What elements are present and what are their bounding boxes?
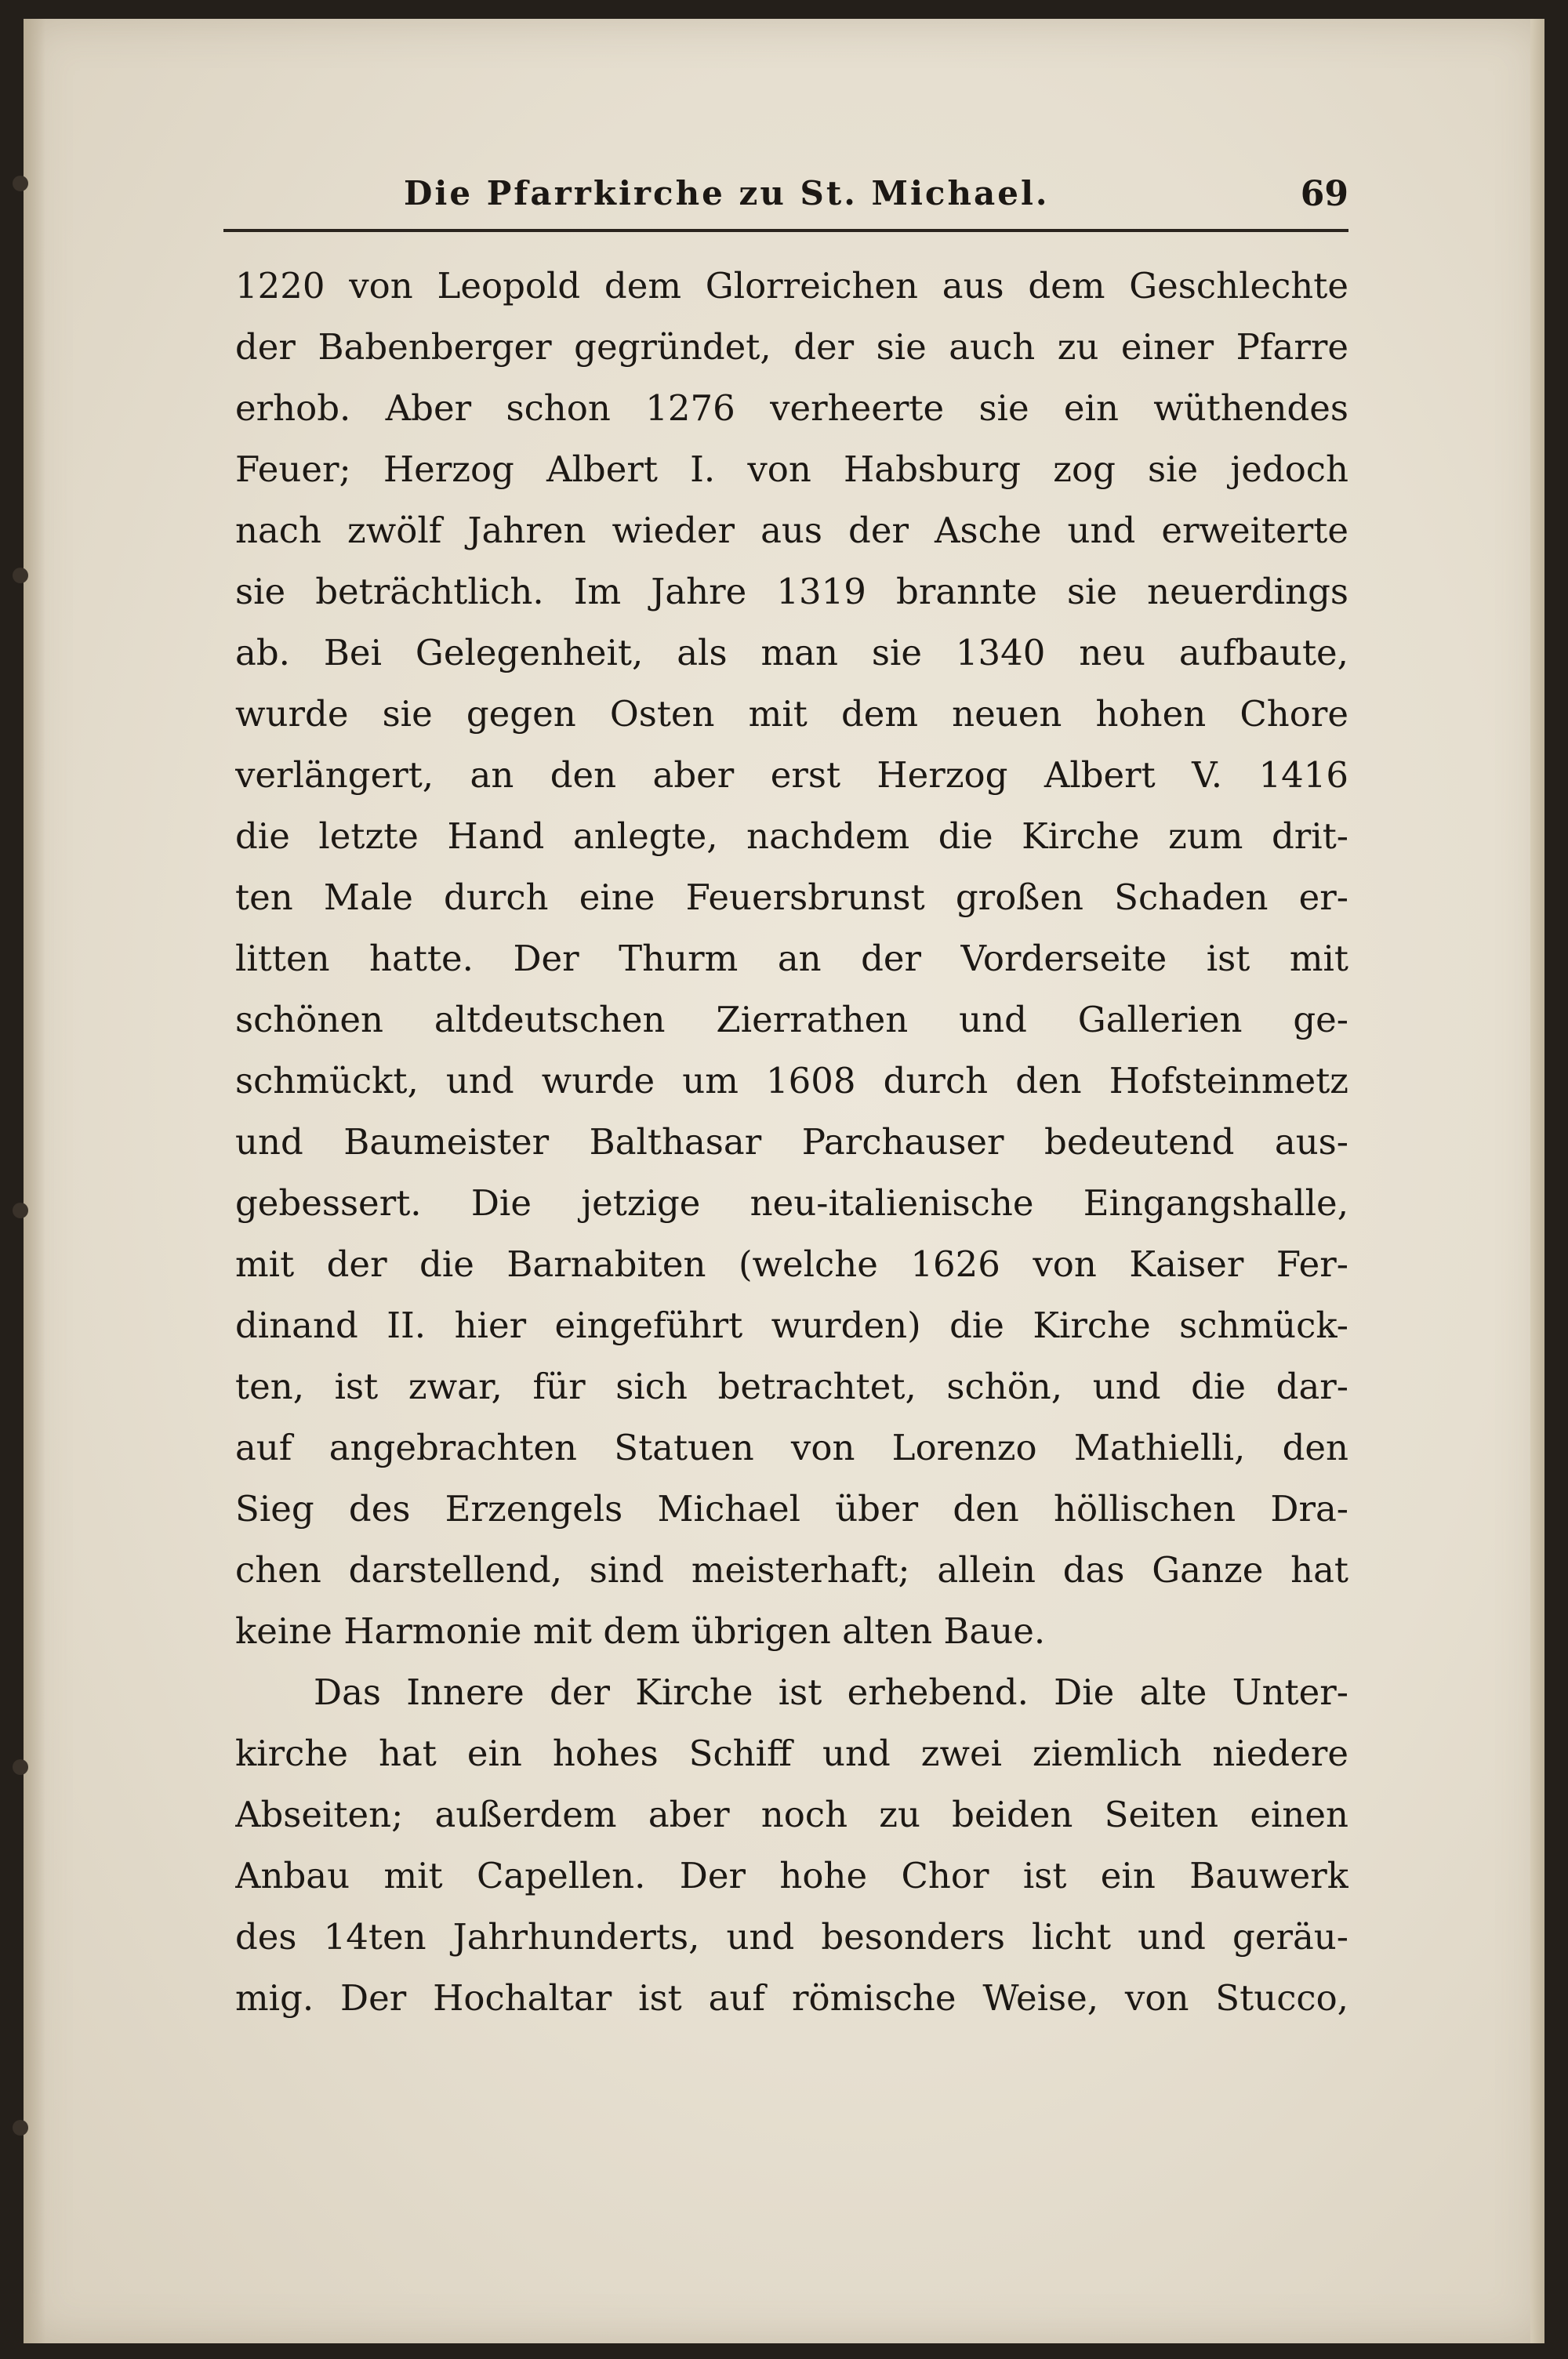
text-line: nach zwölf Jahren wieder aus der Asche und erweiterte <box>235 510 1348 551</box>
text-line: gebessert. Die jetzige neu-italienische Eingangshalle, <box>235 1182 1348 1224</box>
text-line: der Babenberger gegründet, der sie auch zu einer Pfarre <box>235 326 1348 368</box>
page-edge <box>1530 19 1544 2343</box>
text-line: des 14ten Jahrhunderts, und besonders licht und geräu- <box>235 1916 1348 1958</box>
text-line: mit der die Barnabiten (welche 1626 von Kaiser Fer- <box>235 1243 1348 1285</box>
text-line: auf angebrachten Statuen von Lorenzo Mathielli, den <box>235 1427 1348 1468</box>
text-line: ten Male durch eine Feuersbrunst großen Schaden er- <box>235 876 1348 918</box>
text-line: ab. Bei Gelegenheit, als man sie 1340 neu aufbaute, <box>235 632 1348 673</box>
text-line: dinand II. hier eingeführt wurden) die Kirche schmück- <box>235 1305 1348 1346</box>
paragraph-first-line: Das Innere der Kirche ist erhebend. Die alte Unter- <box>314 1671 1348 1713</box>
text-line: chen darstellend, sind meisterhaft; allein das Ganze hat <box>235 1549 1348 1591</box>
text-line: Sieg des Erzengels Michael über den höllischen Dra- <box>235 1488 1348 1530</box>
text-line: litten hatte. Der Thurm an der Vorderseite ist mit <box>235 938 1348 979</box>
text-line: schönen altdeutschen Zierrathen und Gallerien ge- <box>235 999 1348 1040</box>
text-line: ten, ist zwar, für sich betrachtet, schön, und die dar- <box>235 1366 1348 1407</box>
text-line: sie beträchtlich. Im Jahre 1319 brannte sie neuerdings <box>235 571 1348 612</box>
text-line: wurde sie gegen Osten mit dem neuen hohen Chore <box>235 693 1348 735</box>
text-line: Anbau mit Capellen. Der hohe Chor ist ein Bauwerk <box>235 1855 1348 1896</box>
paragraph-last-line: keine Harmonie mit dem übrigen alten Baue. <box>235 1610 1046 1652</box>
text-line: 1220 von Leopold dem Glorreichen aus dem Geschlechte <box>235 265 1348 307</box>
binding-stitch-icon <box>13 1759 28 1775</box>
binding-stitch-icon <box>13 176 28 191</box>
text-line: erhob. Aber schon 1276 verheerte sie ein wüthendes <box>235 387 1348 429</box>
running-title: Die Pfarrkirche zu St. Michael. <box>404 174 1050 212</box>
binding-stitch-icon <box>13 1203 28 1218</box>
spine-shadow <box>24 19 45 2343</box>
page-number: 69 <box>1300 174 1348 214</box>
text-line: mig. Der Hochaltar ist auf römische Weise, von Stucco, <box>235 1977 1348 2019</box>
running-header <box>223 174 1348 229</box>
text-line: die letzte Hand anlegte, nachdem die Kirche zum drit- <box>235 815 1348 857</box>
text-line: schmückt, und wurde um 1608 durch den Hofsteinmetz <box>235 1060 1348 1101</box>
body-text <box>235 256 1348 2029</box>
binding-stitch-icon <box>13 568 28 583</box>
header-rule <box>223 229 1348 232</box>
text-line: und Baumeister Balthasar Parchauser bedeutend aus- <box>235 1121 1348 1163</box>
text-line: verlängert, an den aber erst Herzog Albert V. 1416 <box>235 754 1348 796</box>
binding-stitch-icon <box>13 2120 28 2136</box>
text-line: kirche hat ein hohes Schiff und zwei ziemlich niedere <box>235 1733 1348 1774</box>
text-line: Abseiten; außerdem aber noch zu beiden Seiten einen <box>235 1794 1348 1835</box>
text-line: Feuer; Herzog Albert I. von Habsburg zog sie jedoch <box>235 448 1348 490</box>
